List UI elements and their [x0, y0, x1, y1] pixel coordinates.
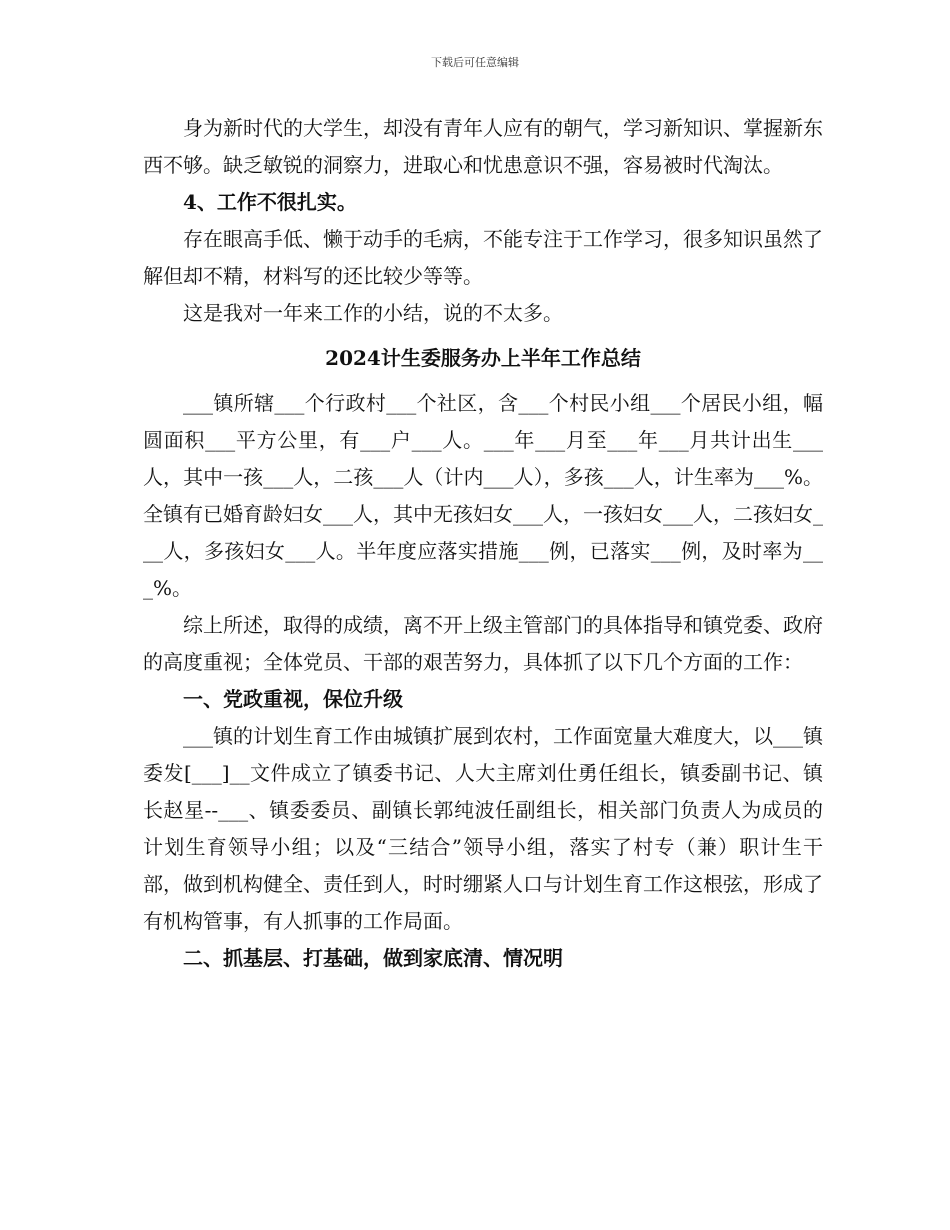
paragraph-achievements: 综上所述，取得的成绩，离不开上级主管部门的具体指导和镇党委、政府的高度重视；全体党员、干部的艰苦努力，具体抓了以下几个方面的工作： [143, 613, 823, 674]
paragraph-leadership-group: ___镇的计划生育工作由城镇扩展到农村，工作面宽量大难度大，以___镇委发[___]__文件成立了镇委书记、人大主席刘仕勇任组长，镇委副书记、镇长赵星--___、镇委委员、副镇长郭纯波任副组长，相关部门负责人为成员的计划生育领导小组；以及“三结合”领导小组，落实了村专（兼）职计生干部，做到机构健全、责任到人，时时绷紧人口与计划生育工作这根弦，形成了有机构管事，有人抓事的工作局面。 [143, 724, 823, 933]
heading-section-one: 一、党政重视，保位升级 [183, 687, 403, 711]
paragraph-student-reflection: 身为新时代的大学生，却没有青年人应有的朝气，学习新知识、掌握新东西不够。缺乏敏锐的洞察力，进取心和忧患意识不强，容易被时代淘汰。 [143, 116, 823, 177]
paragraph-summary-close: 这是我对一年来工作的小结，说的不太多。 [183, 301, 563, 325]
heading-section-two: 二、抓基层、打基础，做到家底清、情况明 [183, 946, 563, 970]
heading-work-not-solid: 4、工作不很扎实。 [183, 190, 357, 214]
document-title: 2024计生委服务办上半年工作总结 [325, 346, 641, 370]
paragraph-town-statistics: ___镇所辖___个行政村___个社区，含___个村民小组___个居民小组，幅圆面积___平方公里，有___户___人。___年___月至___年___月共计出生___人，其中一孩___人，二孩___人（计内___人），多孩___人，计生率为___%。全镇有已婚育龄妇女___人，其中无孩妇女___人，一孩妇女___人，二孩妇女___人，多孩妇女___人。半年度应落实措施___例，已落实___例，及时率为___%。 [143, 391, 823, 600]
document-body [143, 110, 823, 977]
page-header-note: 下载后可任意编辑 [431, 56, 519, 69]
paragraph-shortcomings: 存在眼高手低、懒于动手的毛病，不能专注于工作学习，很多知识虽然了解但却不精，材料写的还比较少等等。 [143, 227, 823, 288]
